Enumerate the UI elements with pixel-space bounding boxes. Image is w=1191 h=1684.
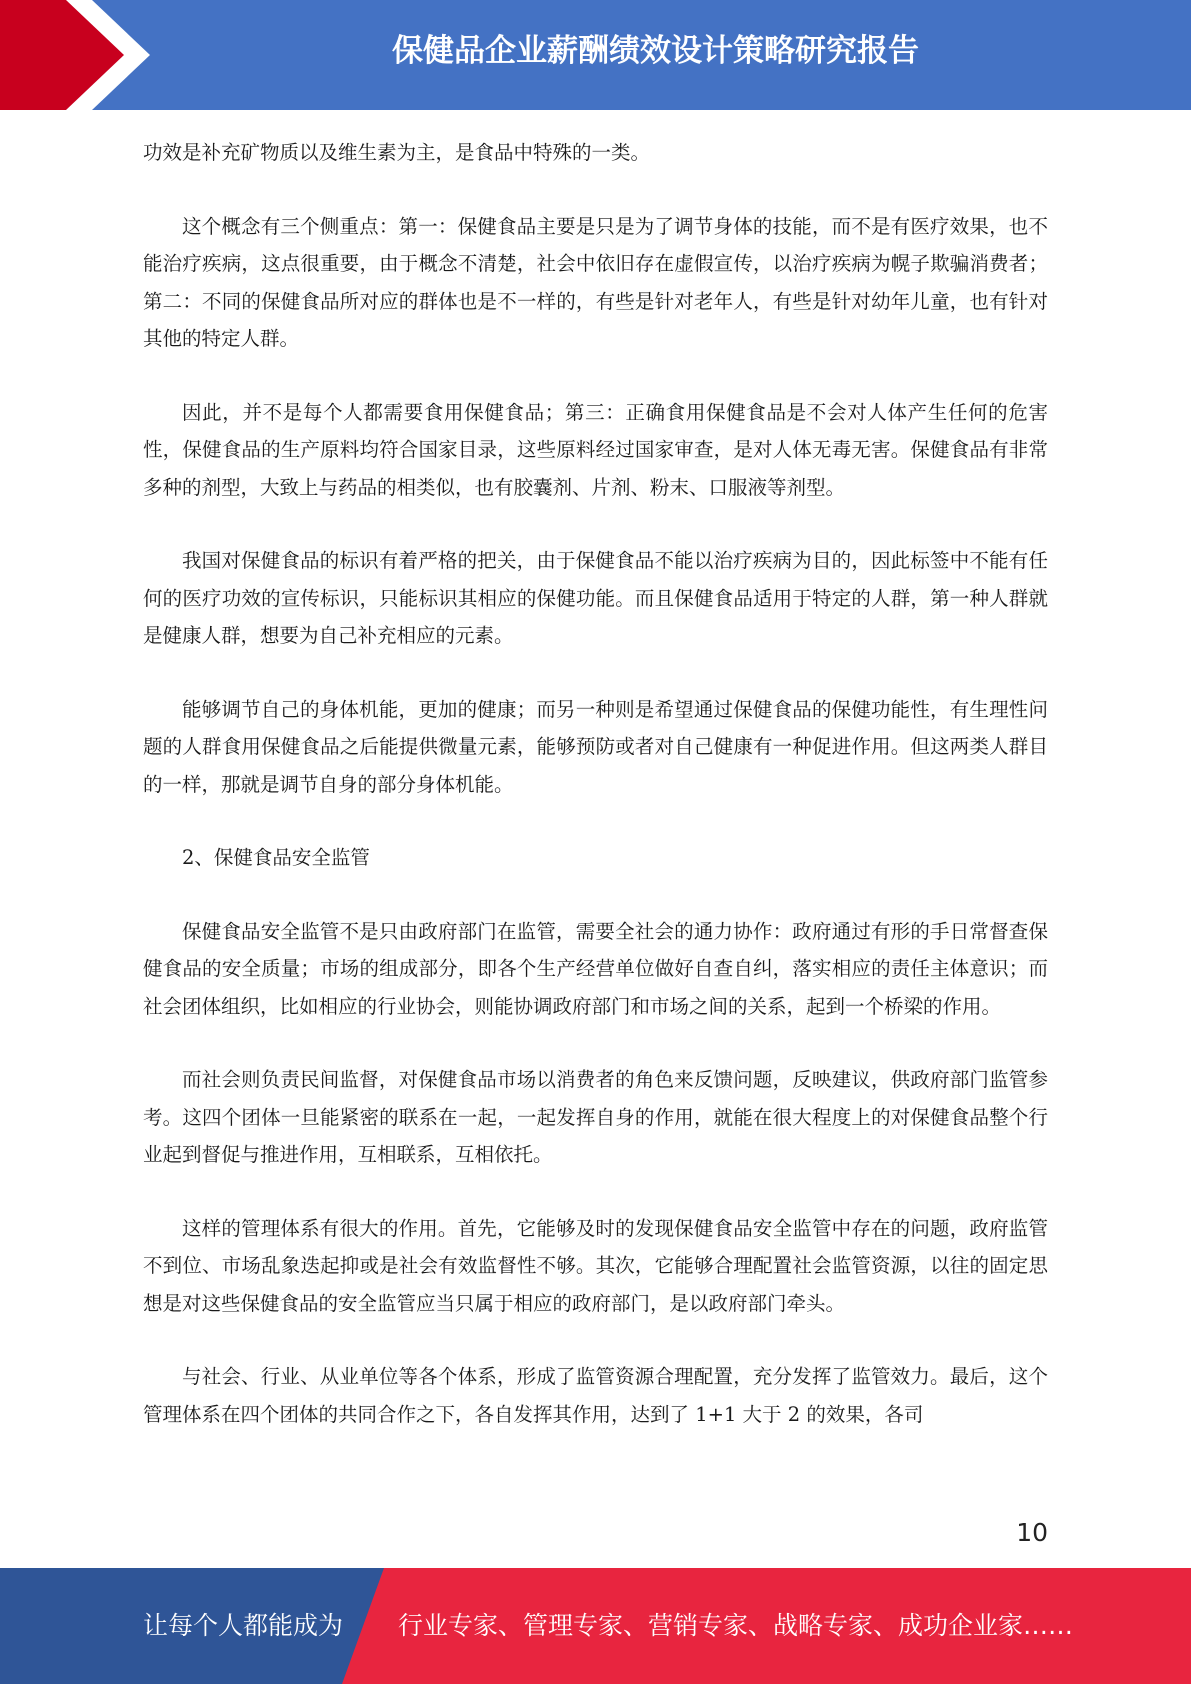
body-paragraph: 保健食品安全监管不是只由政府部门在监管，需要全社会的通力协作：政府通过有形的手日常督查保健食品的安全质量；市场的组成部分，即各个生产经营单位做好自查自纠，落实相应的责任主体意识；而社会团体组织，比如相应的行业协会，则能协调政府部门和市场之间的关系，起到一个桥梁的作用。 (143, 919, 1048, 1018)
document-body (143, 134, 1048, 1469)
page-header (0, 0, 1191, 110)
body-paragraph: 功效是补充矿物质以及维生素为主，是食品中特殊的一类。 (143, 141, 651, 164)
page-footer (0, 1568, 1191, 1684)
footer-slogan-right: 行业专家、管理专家、营销专家、战略专家、成功企业家…… (398, 1611, 1074, 1640)
body-paragraph: 而社会则负责民间监督，对保健食品市场以消费者的角色来反馈问题，反映建议，供政府部门监管参考。这四个团体一旦能紧密的联系在一起，一起发挥自身的作用，就能在很大程度上的对保健食品整个行业起到督促与推进作用，互相联系，互相依托。 (143, 1068, 1048, 1166)
body-paragraph: 能够调节自己的身体机能，更加的健康；而另一种则是希望通过保健食品的保健功能性，有生理性问题的人群食用保健食品之后能提供微量元素，能够预防或者对自己健康有一种促进作用。但这两类人群目的一样，那就是调节自身的部分身体机能。 (143, 697, 1048, 796)
body-paragraph: 因此，并不是每个人都需要食用保健食品；第三：正确食用保健食品是不会对人体产生任何的危害性，保健食品的生产原料均符合国家目录，这些原料经过国家审查，是对人体无毒无害。保健食品有非常多种的剂型，大致上与药品的相类似，也有胶囊剂、片剂、粉末、口服液等剂型。 (143, 400, 1048, 499)
page-number: 10 (1016, 1518, 1048, 1547)
footer-slogan-left: 让每个人都能成为 (143, 1611, 344, 1640)
body-paragraph: 我国对保健食品的标识有着严格的把关，由于保健食品不能以治疗疾病为目的，因此标签中不能有任何的医疗功效的宣传标识，只能标识其相应的保健功能。而且保健食品适用于特定的人群，第一种人群就是健康人群，想要为自己补充相应的元素。 (143, 549, 1048, 647)
section-heading: 2、保健食品安全监管 (182, 846, 370, 869)
body-paragraph: 这样的管理体系有很大的作用。首先，它能够及时的发现保健食品安全监管中存在的问题，政府监管不到位、市场乱象迭起抑或是社会有效监督性不够。其次，它能够合理配置社会监管资源，以往的固定思想是对这些保健食品的安全监管应当只属于相应的政府部门，是以政府部门牵头。 (143, 1216, 1048, 1315)
body-paragraph: 与社会、行业、从业单位等各个体系，形成了监管资源合理配置，充分发挥了监管效力。最后，这个管理体系在四个团体的共同合作之下，各自发挥其作用，达到了 1+1 大于 2 的效果，各司 (143, 1365, 1048, 1426)
body-paragraph: 这个概念有三个侧重点：第一：保健食品主要是只是为了调节身体的技能，而不是有医疗效果，也不能治疗疾病，这点很重要，由于概念不清楚，社会中依旧存在虚假宣传，以治疗疾病为幌子欺骗消费者；第二：不同的保健食品所对应的群体也是不一样的，有些是针对老年人，有些是针对幼年儿童，也有针对其他的特定人群。 (143, 214, 1048, 350)
report-title: 保健品企业薪酬绩效设计策略研究报告 (392, 33, 919, 69)
